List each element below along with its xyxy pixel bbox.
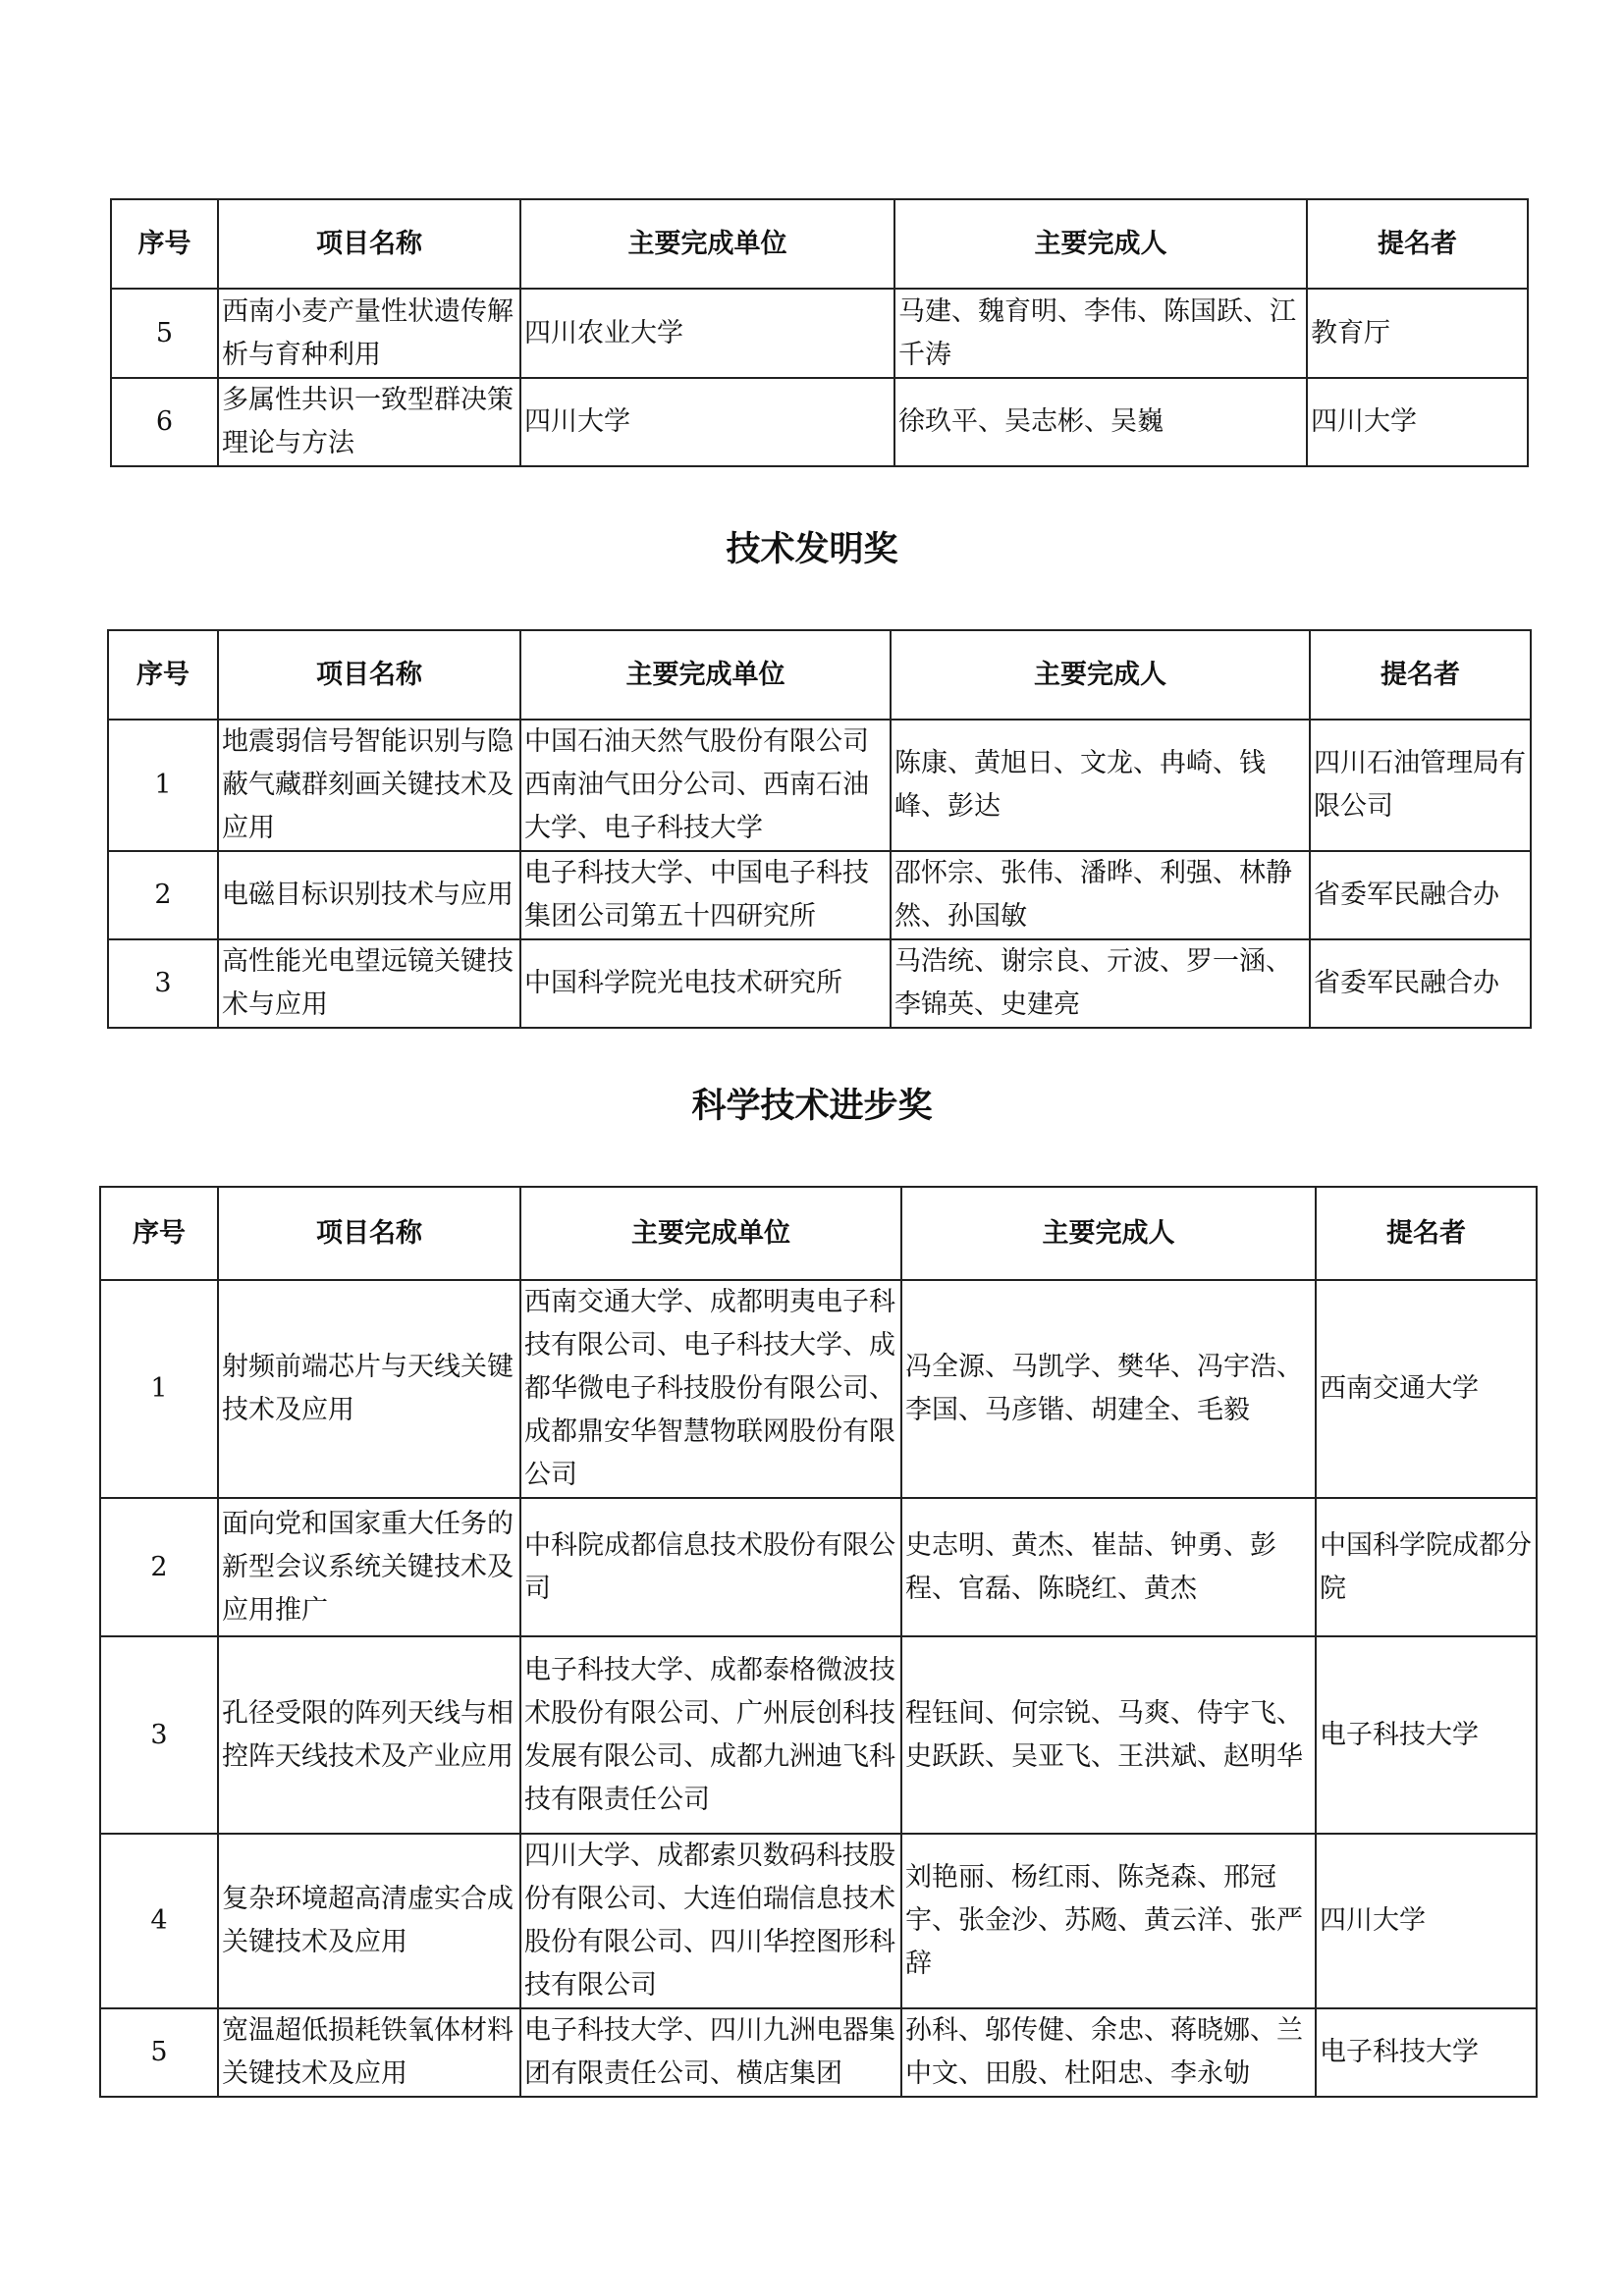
cell-people: 孙科、邬传健、余忠、蒋晓娜、兰中文、田殷、杜阳忠、李永劬 [901,2008,1316,2097]
cell-unit: 电子科技大学、中国电子科技集团公司第五十四研究所 [520,851,891,939]
table-header-row [108,630,1531,720]
cell-nominator: 四川石油管理局有限公司 [1310,720,1531,851]
table-row [100,2008,1537,2097]
cell-project-name: 高性能光电望远镜关键技术与应用 [218,939,520,1028]
cell-people: 邵怀宗、张伟、潘晔、利强、林静然、孙国敏 [891,851,1310,939]
cell-seq: 5 [111,289,218,378]
cell-people: 程钰间、何宗锐、马爽、侍宇飞、史跃跃、吴亚飞、王洪斌、赵明华 [901,1636,1316,1834]
cell-people: 徐玖平、吴志彬、吴巍 [894,378,1307,466]
cell-people: 史志明、黄杰、崔喆、钟勇、彭程、官磊、陈晓红、黄杰 [901,1498,1316,1636]
cell-nominator: 四川大学 [1316,1834,1537,2008]
header-project-name: 项目名称 [218,630,520,720]
cell-people: 马建、魏育明、李伟、陈国跃、江千涛 [894,289,1307,378]
cell-nominator: 西南交通大学 [1316,1280,1537,1498]
cell-seq: 2 [108,851,218,939]
cell-seq: 2 [100,1498,218,1636]
cell-seq: 1 [100,1280,218,1498]
table-header-row [100,1187,1537,1280]
cell-project-name: 复杂环境超高清虚实合成关键技术及应用 [218,1834,520,2008]
cell-seq: 3 [108,939,218,1028]
table-row [108,851,1531,939]
header-seq: 序号 [111,199,218,289]
cell-project-name: 地震弱信号智能识别与隐蔽气藏群刻画关键技术及应用 [218,720,520,851]
table-row [100,1498,1537,1636]
header-nominator: 提名者 [1316,1187,1537,1280]
cell-seq: 1 [108,720,218,851]
table-row [100,1280,1537,1498]
cell-project-name: 多属性共识一致型群决策理论与方法 [218,378,520,466]
award-table-1 [110,198,1529,467]
header-seq: 序号 [100,1187,218,1280]
header-people: 主要完成人 [894,199,1307,289]
header-unit: 主要完成单位 [520,1187,901,1280]
cell-unit: 四川大学 [520,378,894,466]
table-row [111,378,1528,466]
header-project-name: 项目名称 [218,199,520,289]
cell-nominator: 电子科技大学 [1316,1636,1537,1834]
cell-project-name: 孔径受限的阵列天线与相控阵天线技术及产业应用 [218,1636,520,1834]
cell-project-name: 面向党和国家重大任务的新型会议系统关键技术及应用推广 [218,1498,520,1636]
cell-unit: 西南交通大学、成都明夷电子科技有限公司、电子科技大学、成都华微电子科技股份有限公司、成都鼎安华智慧物联网股份有限公司 [520,1280,901,1498]
table-row [111,289,1528,378]
award-table-sci-tech-progress [99,1186,1538,2098]
header-unit: 主要完成单位 [520,630,891,720]
cell-seq: 3 [100,1636,218,1834]
cell-people: 刘艳丽、杨红雨、陈尧森、邢冠宇、张金沙、苏飏、黄云洋、张严辞 [901,1834,1316,2008]
section-title-technical-invention: 技术发明奖 [726,529,898,569]
header-nominator: 提名者 [1307,199,1528,289]
cell-nominator: 省委军民融合办 [1310,939,1531,1028]
header-nominator: 提名者 [1310,630,1531,720]
cell-seq: 6 [111,378,218,466]
cell-nominator: 四川大学 [1307,378,1528,466]
cell-project-name: 射频前端芯片与天线关键技术及应用 [218,1280,520,1498]
cell-nominator: 中国科学院成都分院 [1316,1498,1537,1636]
cell-unit: 四川农业大学 [520,289,894,378]
cell-nominator: 省委军民融合办 [1310,851,1531,939]
cell-unit: 四川大学、成都索贝数码科技股份有限公司、大连伯瑞信息技术股份有限公司、四川华控图形科技有限公司 [520,1834,901,2008]
cell-unit: 电子科技大学、四川九洲电器集团有限责任公司、横店集团 [520,2008,901,2097]
cell-project-name: 宽温超低损耗铁氧体材料关键技术及应用 [218,2008,520,2097]
cell-unit: 中国科学院光电技术研究所 [520,939,891,1028]
header-people: 主要完成人 [901,1187,1316,1280]
header-seq: 序号 [108,630,218,720]
table-row [100,1636,1537,1834]
cell-nominator: 电子科技大学 [1316,2008,1537,2097]
cell-people: 马浩统、谢宗良、亓波、罗一涵、李锦英、史建亮 [891,939,1310,1028]
cell-seq: 4 [100,1834,218,2008]
table-row [108,720,1531,851]
cell-project-name: 西南小麦产量性状遗传解析与育种利用 [218,289,520,378]
table-row [100,1834,1537,2008]
cell-nominator: 教育厅 [1307,289,1528,378]
cell-unit: 电子科技大学、成都泰格微波技术股份有限公司、广州辰创科技发展有限公司、成都九洲迪飞科技有限责任公司 [520,1636,901,1834]
cell-people: 冯全源、马凯学、樊华、冯宇浩、李国、马彦锴、胡建全、毛毅 [901,1280,1316,1498]
table-row [108,939,1531,1028]
table-header-row [111,199,1528,289]
cell-people: 陈康、黄旭日、文龙、冉崎、钱峰、彭达 [891,720,1310,851]
section-title-sci-tech-progress: 科学技术进步奖 [691,1086,933,1126]
award-table-technical-invention [107,629,1532,1029]
cell-seq: 5 [100,2008,218,2097]
cell-unit: 中科院成都信息技术股份有限公司 [520,1498,901,1636]
header-people: 主要完成人 [891,630,1310,720]
cell-project-name: 电磁目标识别技术与应用 [218,851,520,939]
header-project-name: 项目名称 [218,1187,520,1280]
header-unit: 主要完成单位 [520,199,894,289]
cell-unit: 中国石油天然气股份有限公司西南油气田分公司、西南石油大学、电子科技大学 [520,720,891,851]
